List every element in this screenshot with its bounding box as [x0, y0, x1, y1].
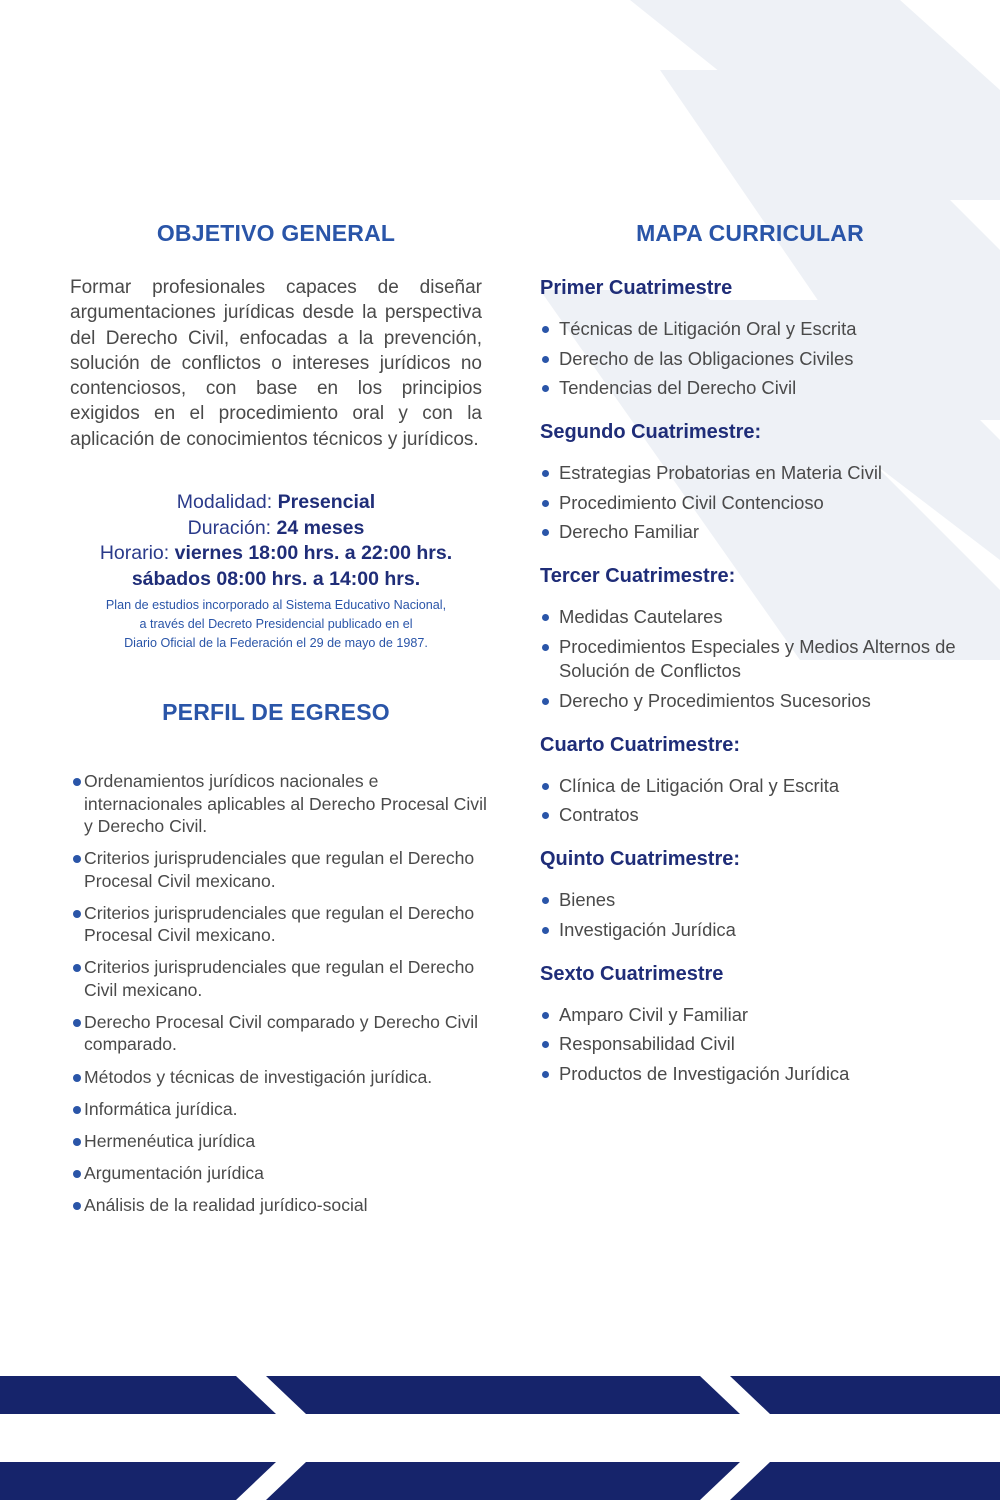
subject-text: Estrategias Probatorias en Materia Civil — [559, 462, 882, 484]
semester-1 — [540, 277, 960, 400]
left-column — [70, 220, 487, 1226]
bullet-icon — [73, 964, 81, 972]
bullet-icon — [73, 1074, 81, 1082]
profile-list — [70, 770, 490, 1216]
bullet-icon — [542, 500, 549, 507]
list-item — [540, 635, 960, 683]
semester-2 — [540, 421, 960, 544]
list-item — [540, 376, 960, 400]
semester-title: Segundo Cuatrimestre: — [540, 421, 762, 444]
bullet-icon — [542, 1012, 549, 1019]
subject-list — [540, 461, 960, 544]
curriculum-title: MAPA CURRICULAR — [636, 220, 864, 246]
semester-title: Primer Cuatrimestre — [540, 277, 733, 299]
semester-4 — [540, 734, 960, 828]
list-item — [540, 461, 960, 485]
subject-text: Amparo Civil y Familiar — [559, 1003, 749, 1025]
semester-title: Quinto Cuatrimestre: — [540, 848, 741, 871]
subject-list — [540, 605, 960, 712]
bullet-icon — [542, 897, 549, 904]
subject-text: Clínica de Litigación Oral y Escrita — [559, 774, 840, 796]
bullet-icon — [73, 910, 81, 918]
list-item — [540, 1062, 960, 1086]
footer-band — [0, 1376, 1000, 1500]
subject-list — [540, 317, 960, 400]
profile-item-text: Informática jurídica. — [84, 1098, 238, 1119]
bullet-icon — [542, 614, 549, 621]
duracion-value: 24 meses — [276, 516, 365, 539]
semester-6 — [540, 963, 960, 1086]
list-item — [70, 1130, 490, 1153]
list-item — [540, 918, 960, 942]
horario-value-2: sábados 08:00 hrs. a 14:00 hrs. — [131, 567, 421, 590]
horario-label: Horario: — [99, 542, 170, 565]
modalidad-value: Presencial — [277, 491, 376, 514]
bullet-icon — [542, 698, 549, 705]
plan-note — [70, 596, 482, 653]
profile-item-text: Criterios jurisprudenciales que regulan el Derecho Civil mexicano. — [84, 957, 475, 1000]
list-item — [540, 520, 960, 544]
horario-value-1: viernes 18:00 hrs. a 22:00 hrs. — [174, 542, 453, 565]
subject-text: Técnicas de Litigación Oral y Escrita — [559, 318, 857, 339]
list-item — [540, 605, 960, 629]
subject-list — [540, 774, 960, 828]
subject-text: Bienes — [559, 889, 616, 911]
list-item — [540, 689, 960, 713]
bullet-icon — [73, 855, 81, 863]
objective-text: Formar profesionales capaces de diseñar argumentaciones jurídicas desde la perspectiva del Derecho Civil, enfocadas a la prevención, solución de conflictos o intereses jurídicos no contenciosos, con base en los principios exigidos en el procedimiento oral y con la aplicación de conocimientos técnicos y jurídicos. — [70, 277, 482, 450]
semester-title: Tercer Cuatrimestre: — [540, 565, 736, 588]
list-item — [70, 1098, 490, 1121]
list-item — [540, 347, 960, 371]
list-item — [70, 1011, 490, 1056]
profile-item-text: Análisis de la realidad jurídico-social — [84, 1194, 368, 1215]
subject-text: Derecho y Procedimientos Sucesorios — [559, 689, 871, 711]
list-item — [70, 902, 490, 947]
list-item — [70, 1162, 490, 1185]
subject-text: Derecho de las Obligaciones Civiles — [559, 347, 854, 369]
subject-text: Responsabilidad Civil — [559, 1033, 735, 1055]
bullet-icon — [542, 812, 549, 819]
bullet-icon — [542, 1071, 549, 1078]
bullet-icon — [73, 1170, 81, 1178]
bullet-icon — [73, 1019, 81, 1027]
semester-title: Cuarto Cuatrimestre: — [540, 733, 741, 756]
modalidad-label: Modalidad: — [176, 491, 273, 514]
list-item — [540, 491, 960, 515]
objective-title: OBJETIVO GENERAL — [156, 220, 396, 246]
bullet-icon — [542, 385, 549, 392]
semester-title: Sexto Cuatrimestre — [540, 962, 724, 985]
list-item — [70, 847, 490, 892]
bullet-icon — [73, 1202, 81, 1210]
semester-3 — [540, 565, 960, 712]
subject-text: Productos de Investigación Jurídica — [559, 1062, 850, 1084]
subject-list — [540, 1003, 960, 1086]
bullet-icon — [542, 783, 549, 790]
profile-item-text: Derecho Procesal Civil comparado y Derecho Civil comparado. — [84, 1011, 479, 1055]
subject-text: Procedimientos Especiales y Medios Alternos de Solución de Conflictos — [559, 635, 956, 681]
profile-item-text: Argumentación jurídica — [84, 1162, 264, 1183]
list-item — [70, 956, 490, 1001]
profile-item-text: Métodos y técnicas de investigación jurídica. — [84, 1066, 433, 1087]
bullet-icon — [73, 1106, 81, 1114]
list-item — [70, 1194, 490, 1217]
profile-item-text: Criterios jurisprudenciales que regulan el Derecho Procesal Civil mexicano. — [84, 902, 475, 946]
list-item — [540, 1003, 960, 1027]
subject-text: Investigación Jurídica — [559, 918, 736, 940]
plan-line-2: a través del Decreto Presidencial publicado en el — [139, 617, 413, 632]
semester-5 — [540, 848, 960, 942]
profile-title: PERFIL DE EGRESO — [162, 699, 390, 726]
subject-list — [540, 888, 960, 942]
modalidad-line — [70, 490, 482, 516]
plan-line-3: Diario Oficial de la Federación el 29 de mayo de 1987. — [124, 636, 428, 651]
profile-item-text: Ordenamientos jurídicos nacionales e internacionales aplicables al Derecho Procesal Civil y Derecho Civil. — [84, 771, 487, 837]
bullet-icon — [73, 1138, 81, 1146]
bullet-icon — [542, 326, 549, 333]
duracion-line — [70, 516, 482, 542]
duracion-label: Duración: — [187, 516, 272, 539]
bullet-icon — [542, 529, 549, 536]
profile-item-text: Criterios jurisprudenciales que regulan el Derecho Procesal Civil mexicano. — [84, 848, 475, 891]
bullet-icon — [542, 470, 549, 477]
bullet-icon — [73, 778, 81, 786]
plan-line-1: Plan de estudios incorporado al Sistema Educativo Nacional, — [105, 598, 447, 613]
bullet-icon — [542, 644, 549, 651]
subject-text: Contratos — [559, 804, 639, 826]
bullet-icon — [542, 1041, 549, 1048]
profile-item-text: Hermenéutica jurídica — [84, 1130, 256, 1151]
program-info — [70, 490, 482, 592]
list-item — [540, 1032, 960, 1056]
horario-line-2 — [70, 567, 482, 593]
list-item — [540, 803, 960, 827]
list-item — [70, 1066, 490, 1089]
list-item — [540, 888, 960, 912]
list-item — [540, 317, 960, 341]
subject-text: Procedimiento Civil Contencioso — [559, 491, 824, 513]
list-item — [540, 774, 960, 798]
bullet-icon — [542, 356, 549, 363]
subject-text: Tendencias del Derecho Civil — [559, 377, 797, 399]
bullet-icon — [542, 927, 549, 934]
list-item — [70, 770, 490, 838]
subject-text: Medidas Cautelares — [559, 606, 723, 628]
subject-text: Derecho Familiar — [559, 521, 700, 543]
right-column — [540, 220, 960, 1107]
horario-line — [70, 541, 482, 567]
